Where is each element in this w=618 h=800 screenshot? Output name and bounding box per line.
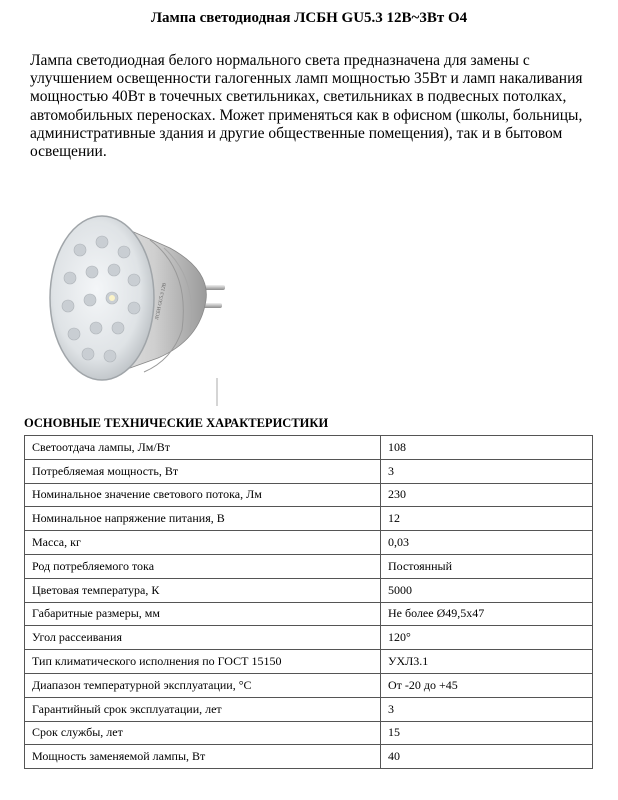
product-description: Лампа светодиодная белого нормального света предназначена для замены с улучшением освещенности галогенных ламп мощностью 35Вт и ламп накаливания мощностью 40Вт в точечных светильниках, светильниках в подвесных потолках, автомобильных переносках. Может применяться как в офисном (школы, больницы, административные здания и другие общественные помещения), так и в бытовом освещении. [30,52,583,161]
param-cell: Номинальное напряжение питания, В [25,507,381,531]
value-cell: Постоянный [381,554,593,578]
param-cell: Габаритные размеры, мм [25,602,381,626]
table-row [25,626,593,650]
value-cell: 3 [381,459,593,483]
table-row [25,673,593,697]
value-cell: 120° [381,626,593,650]
value-cell: 15 [381,721,593,745]
param-cell: Светоотдача лампы, Лм/Вт [25,436,381,460]
value-cell: УХЛ3.1 [381,650,593,674]
table-row [25,531,593,555]
param-cell: Гарантийный срок эксплуатации, лет [25,697,381,721]
value-cell: От -20 до +45 [381,673,593,697]
value-cell: 40 [381,745,593,769]
param-cell: Номинальное значение светового потока, Лм [25,483,381,507]
table-row [25,459,593,483]
table-row [25,650,593,674]
svg-text:ЛСБН GU5.3 12В: ЛСБН GU5.3 12В [155,282,168,321]
param-cell: Диапазон температурной эксплуатации, °С [25,673,381,697]
table-row [25,436,593,460]
table-row [25,721,593,745]
table-row [25,578,593,602]
param-cell: Род потребляемого тока [25,554,381,578]
section-heading: ОСНОВНЫЕ ТЕХНИЧЕСКИЕ ХАРАКТЕРИСТИКИ [24,416,329,430]
table-row [25,554,593,578]
param-cell: Тип климатического исполнения по ГОСТ 15150 [25,650,381,674]
led-lamp-image [40,200,240,410]
table-row [25,483,593,507]
param-cell: Угол рассеивания [25,626,381,650]
value-cell: 3 [381,697,593,721]
value-cell: Не более Ø49,5х47 [381,602,593,626]
value-cell: 108 [381,436,593,460]
param-cell: Цветовая температура, К [25,578,381,602]
table-row [25,745,593,769]
spec-table [24,435,593,769]
value-cell: 0,03 [381,531,593,555]
param-cell: Мощность заменяемой лампы, Вт [25,745,381,769]
table-row [25,507,593,531]
param-cell: Срок службы, лет [25,721,381,745]
table-row [25,602,593,626]
value-cell: 12 [381,507,593,531]
table-row [25,697,593,721]
param-cell: Потребляемая мощность, Вт [25,459,381,483]
param-cell: Масса, кг [25,531,381,555]
value-cell: 5000 [381,578,593,602]
value-cell: 230 [381,483,593,507]
document-title: Лампа светодиодная ЛСБН GU5.3 12В~3Вт О4 [150,10,468,26]
